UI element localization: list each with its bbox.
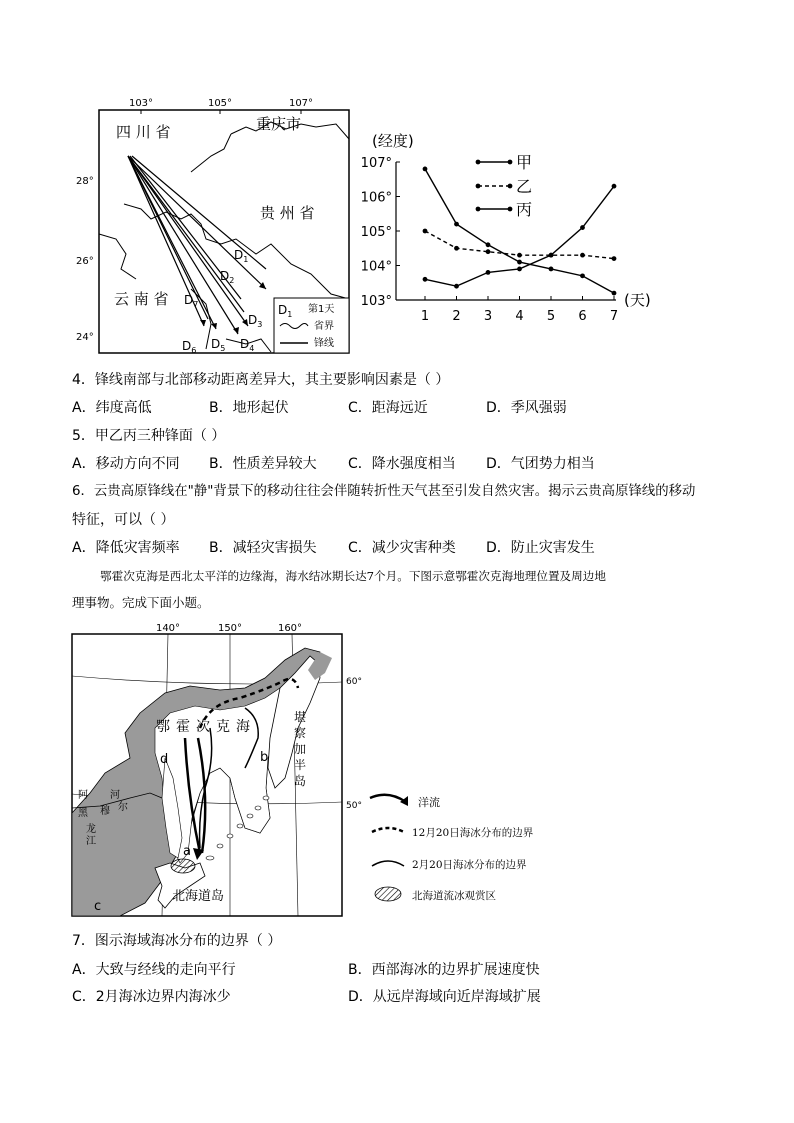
svg-text:察: 察 [294,726,307,740]
point-c: c [94,899,102,914]
region-yunnan: 云 南 省 [114,290,169,308]
q7-option-d[interactable]: D．从远岸海域向近岸海域扩展 [348,989,541,1005]
legend-current: 洋流 [418,796,440,809]
svg-text:阿: 阿 [78,790,88,801]
legend-area-symbol [375,887,401,901]
y-tick-label: 106° [360,190,392,206]
data-point [486,242,491,247]
q5-option-b[interactable]: B．性质差异较大 [209,456,317,472]
q4-stem: 4．锋线南部与北部移动距离差异大，其主要影响因素是（ ） [72,372,450,388]
point-d: d [160,752,169,767]
legend-label: 乙 [516,177,533,196]
q4-option-d[interactable]: D．季风强弱 [486,400,567,416]
legend-dec20-symbol [372,828,404,832]
data-point [517,267,522,272]
okhotsk-map [70,618,550,920]
data-point [454,246,459,251]
x-tick-label: 3 [483,309,493,324]
q6-option-d[interactable]: D．防止灾害发生 [486,540,595,556]
front-label-d1: $D_1$ [234,248,249,264]
lat-label: 28° [76,176,94,187]
front-label-d6: $D_6$ [182,339,197,355]
peninsula-label [294,709,306,788]
svg-text:江: 江 [86,836,96,847]
q6-option-a[interactable]: A．降低灾害频率 [72,540,180,556]
legend-marker [476,184,481,189]
svg-text:河: 河 [110,790,120,801]
legend-label: 甲 [516,153,533,172]
legend-current-symbol [370,795,406,802]
legend-day1: 第1天 [308,304,335,315]
sea-name: 鄂 霍 次 克 海 [156,719,252,735]
data-point [454,222,459,227]
q5-option-a[interactable]: A．移动方向不同 [72,456,180,472]
data-point [580,273,585,278]
svg-text:半: 半 [294,758,307,772]
chart-ylabel: (经度) [372,132,414,150]
island-label: 北海道岛 [172,889,225,904]
legend-marker [508,160,513,165]
svg-text:尔: 尔 [118,802,128,813]
lat-label: 60° [346,677,362,687]
drift-ice-area [171,859,195,873]
svg-text:黑: 黑 [78,808,88,819]
q5-stem: 5．甲乙丙三种锋面（ ） [72,428,226,444]
lon-label: 107° [288,98,314,109]
data-point [612,291,617,296]
q7-option-b[interactable]: B．西部海冰的边界扩展速度快 [348,962,540,978]
data-point [517,260,522,265]
region-sichuan: 四 川 省 [116,123,171,141]
lat-label: 26° [76,256,94,267]
legend-feb20-symbol [372,861,404,866]
lon-label: 160° [277,623,303,634]
region-guizhou: 贵 州 省 [260,204,315,222]
legend-marker [476,207,481,212]
data-point [486,270,491,275]
data-point [612,184,617,189]
data-point [486,249,491,254]
y-tick-label: 103° [360,294,392,309]
q6-stem-line1: 6．云贵高原锋线在"静"背景下的移动往往会伴随转折性天气甚至引发自然灾害。揭示云贵高原锋线的移动 [72,484,696,499]
q6-option-b[interactable]: B．减轻灾害损失 [209,540,317,556]
point-a: a [183,844,191,859]
legend-area: 北海道流冰观赏区 [412,890,496,902]
passage-line2: 理事物。完成下面小题。 [72,595,210,610]
q4-option-a[interactable]: A．纬度高低 [72,400,152,416]
x-tick-label: 1 [420,309,430,324]
x-tick-label: 6 [578,309,587,324]
x-tick-label: 2 [452,309,461,324]
svg-text:龙: 龙 [86,824,96,835]
y-tick-label: 104° [360,259,392,275]
legend-marker [476,160,481,165]
front-map [76,94,356,356]
svg-text:加: 加 [294,742,307,756]
lat-label: 50° [346,801,362,811]
svg-text:穆: 穆 [100,806,110,817]
data-point [423,167,428,172]
front-label-d3: $D_3$ [248,313,263,329]
lon-label: 150° [217,623,243,634]
x-tick-label: 7 [609,309,619,324]
data-point [549,267,554,272]
legend-marker [508,184,513,189]
front-label-d5: $D_5$ [211,337,226,353]
lon-label: 103° [128,98,154,109]
longitude-line-chart [358,124,668,334]
q6-option-c[interactable]: C．减少灾害种类 [348,540,456,556]
data-point [549,253,554,258]
legend-d1: $D_1$ [278,303,293,319]
q5-option-d[interactable]: D．气团势力相当 [486,456,595,472]
q4-option-b[interactable]: B．地形起伏 [209,400,289,416]
q7-option-c[interactable]: C．2月海冰边界内海冰少 [72,989,231,1005]
y-tick-label: 107° [360,156,392,171]
data-point [454,284,459,289]
q6-stem-line2: 特征，可以（ ） [72,512,175,528]
q5-option-c[interactable]: C．降水强度相当 [348,456,456,472]
legend-label: 丙 [516,200,533,219]
q7-stem: 7．图示海域海冰分布的边界（ ） [72,933,282,949]
x-tick-label: 4 [515,309,524,324]
chart-xlabel: (天) [624,291,651,309]
svg-text:堪: 堪 [294,710,307,724]
data-point [423,229,428,234]
front-label-d7: $D_7$ [184,293,199,309]
x-tick-label: 5 [546,309,556,324]
front-label-d2: $D_2$ [220,269,235,285]
lon-label: 140° [155,623,181,634]
data-point [580,225,585,230]
q4-option-c[interactable]: C．距海远近 [348,400,428,416]
svg-text:岛: 岛 [294,774,307,788]
lon-label: 105° [207,98,233,109]
region-chongqing: 重庆市 [256,115,302,133]
legend-dec20: 12月20日海冰分布的边界 [412,827,534,839]
legend-marker [508,207,513,212]
legend-feb20: 2月20日海冰分布的边界 [412,859,527,871]
point-b: b [260,750,269,765]
data-point [612,256,617,261]
passage-line1: 鄂霍次克海是西北太平洋的边缘海，海水结冰期长达7个月。下图示意鄂霍次克海地理位置及周边地 [100,569,606,583]
q7-option-a[interactable]: A．大致与经线的走向平行 [72,962,236,978]
y-tick-label: 105° [360,225,392,240]
legend-province: 省界 [314,321,334,332]
front-label-d4: $D_4$ [240,337,255,353]
data-point [423,277,428,282]
data-point [517,253,522,258]
lat-label: 24° [76,332,94,343]
data-point [580,253,585,258]
legend-front: 锋线 [314,338,334,349]
